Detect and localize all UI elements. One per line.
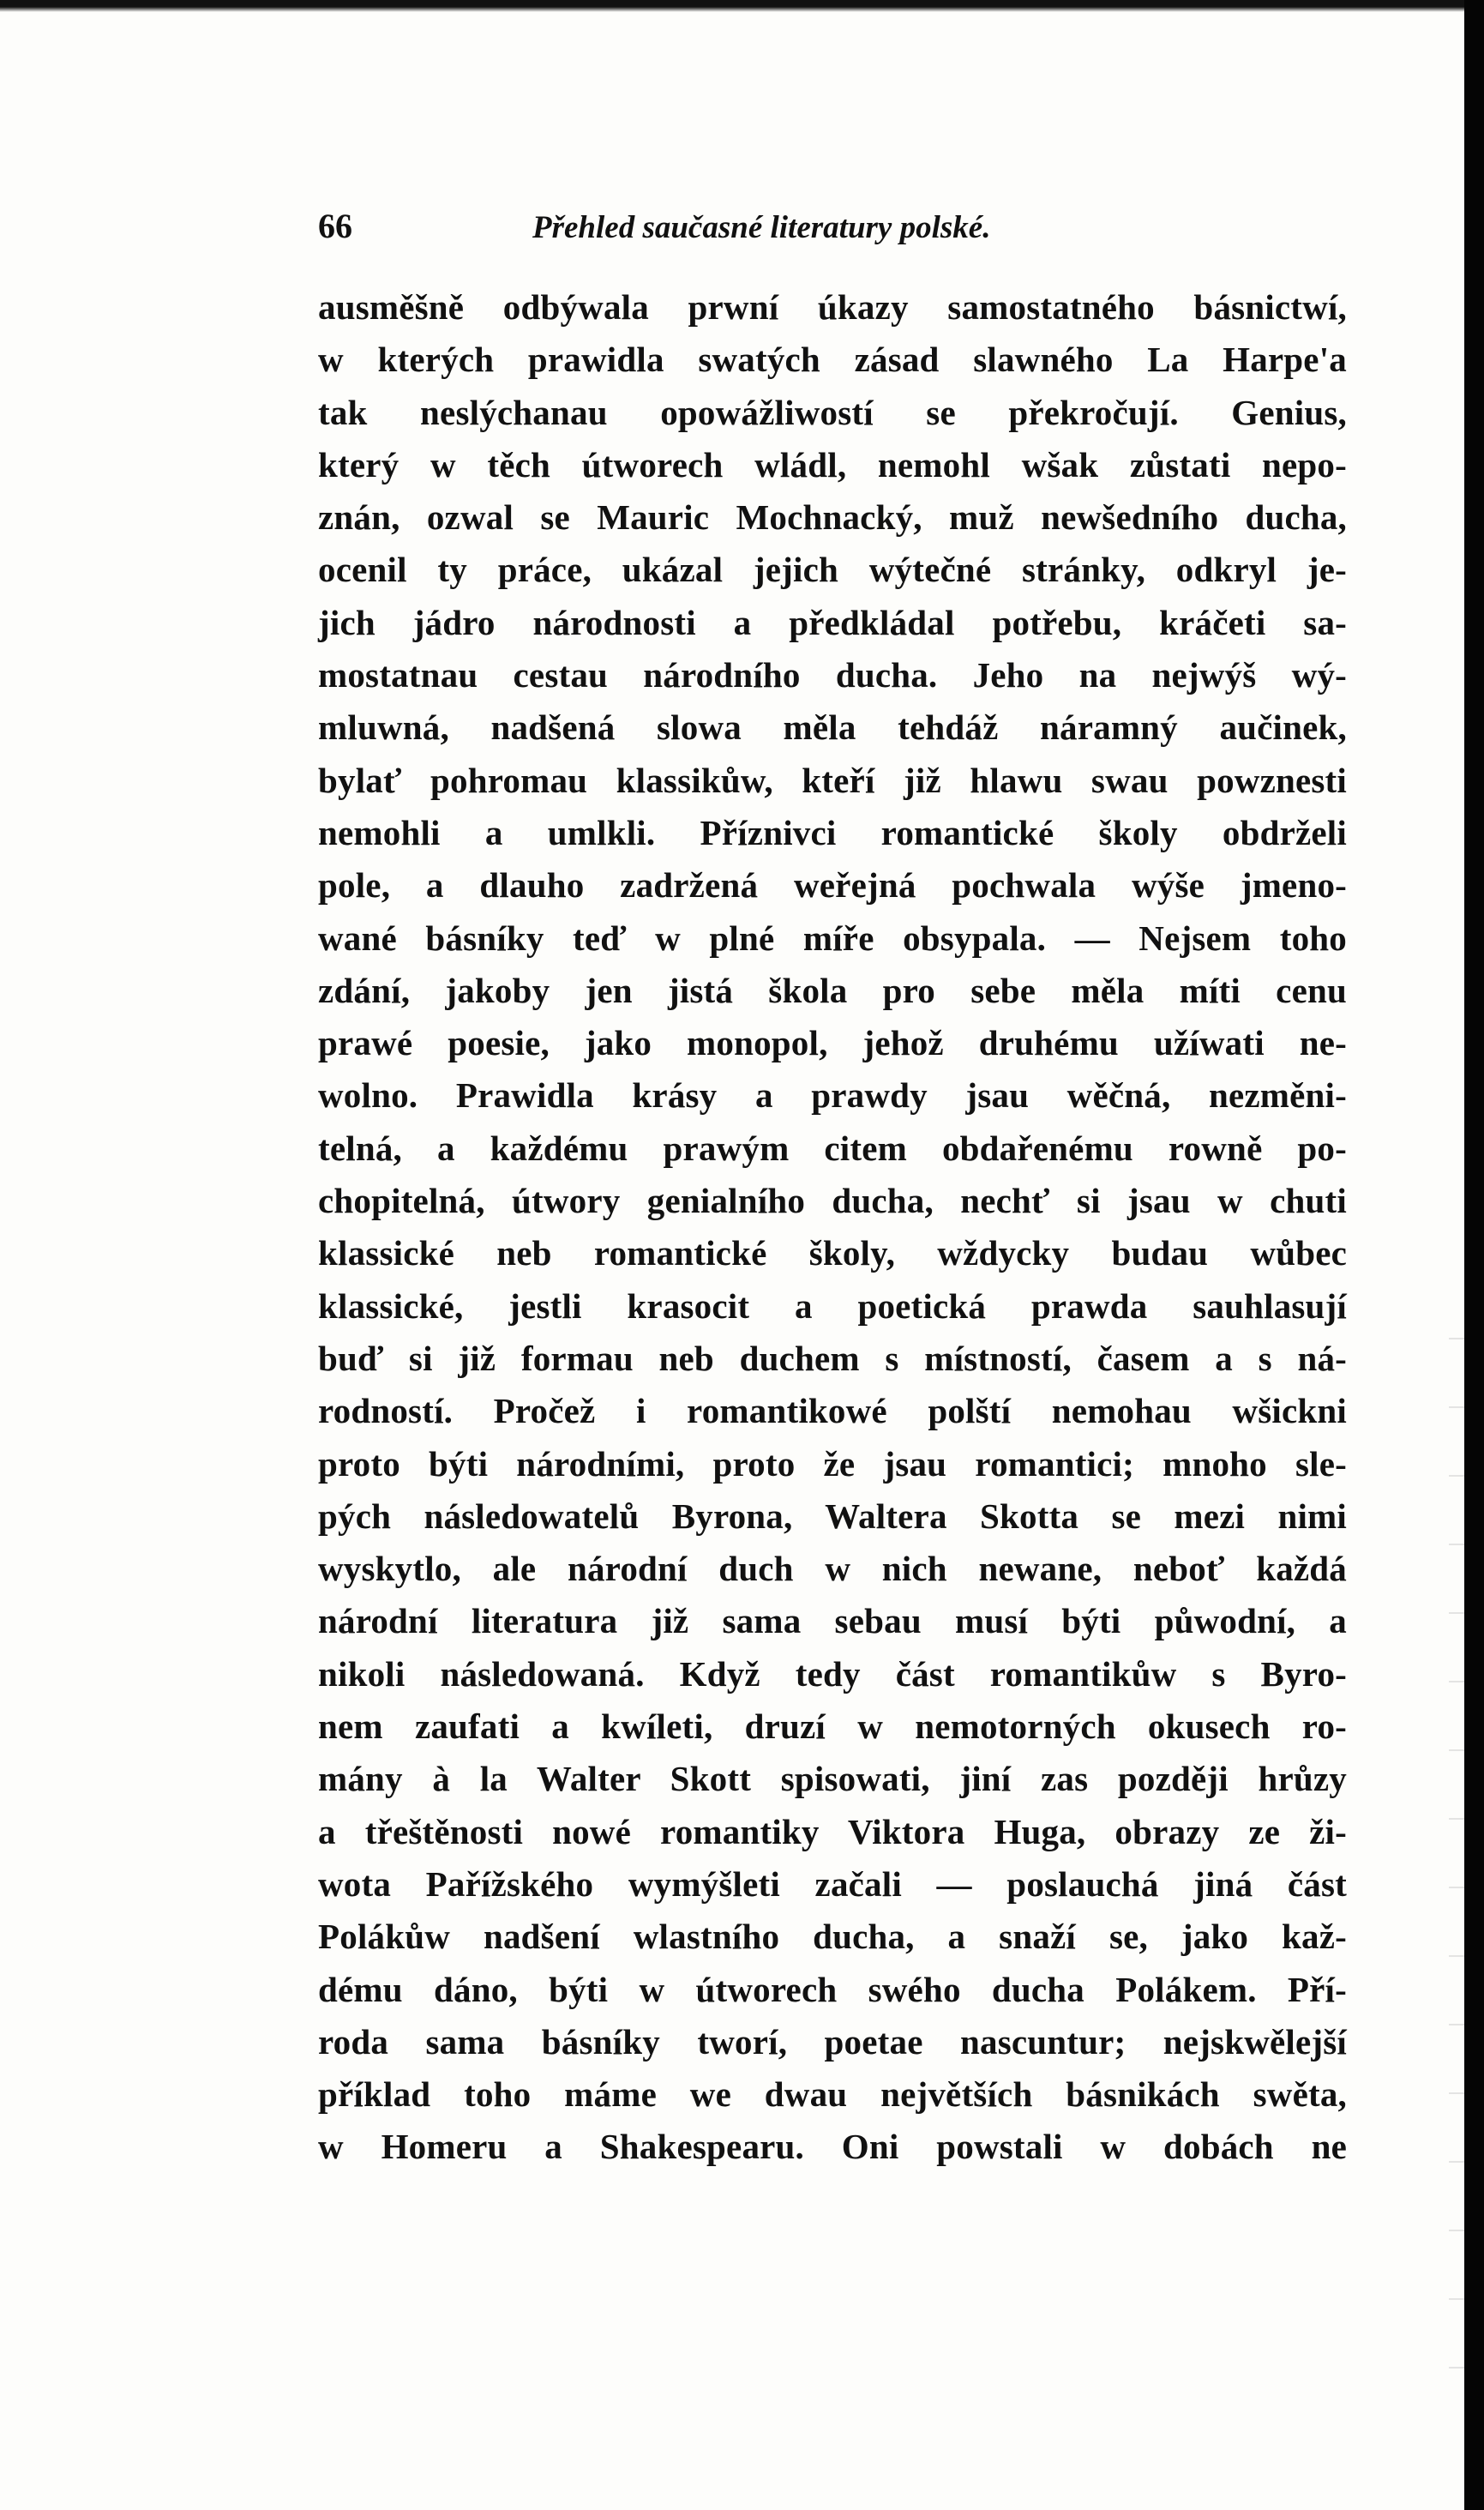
body-text	[318, 281, 1347, 2174]
scan-edge	[1464, 0, 1484, 2510]
text-line: buď si již formau neb duchem s místností, časem a s ná-	[318, 1338, 1347, 1378]
text-line: nemohli a umlkli. Příznivci romantické školy obdrželi	[318, 812, 1347, 852]
text-line: mány à la Walter Skott spisowati, jiní zas později hrůzy	[318, 1759, 1347, 1799]
text-line: ocenil ty práce, ukázal jejich wýtečné stránky, odkryl je-	[318, 550, 1347, 590]
text-line: wyskytlo, ale národní duch w nich newane, neboť každá	[318, 1549, 1347, 1589]
page-header	[318, 206, 1355, 257]
text-line: pole, a dlauho zadržená weřejná pochwala wýše jmeno-	[318, 865, 1347, 906]
text-line: klassické, jestli krasocit a poetická prawda sauhlasují	[318, 1285, 1347, 1326]
text-line: roda sama básníky tworí, poetae nascuntur; nejskwělejší	[318, 2021, 1347, 2062]
text-line: wané básníky teď w plné míře obsypala. — Nejsem toho	[318, 918, 1347, 958]
top-edge	[0, 0, 1464, 12]
text-line: rodností. Pročež i romantikowé polští nemohau wšickni	[318, 1391, 1347, 1431]
text-line: který w těch útworech wládl, nemohl wšak zůstati nepo-	[318, 444, 1347, 485]
running-title: Přehled saučasné literatury polské.	[532, 210, 991, 245]
text-line: Polákůw nadšení wlastního ducha, a snaží se, jako kaž-	[318, 1917, 1347, 1957]
binding-gutter	[1449, 1303, 1464, 2418]
text-line: prawé poesie, jako monopol, jehož druhému užíwati ne-	[318, 1023, 1347, 1063]
text-line: mluwná, nadšená slowa měla tehdáž náramný aučinek,	[318, 707, 1347, 748]
text-line: proto býti národními, proto že jsau romantici; mnoho sle-	[318, 1443, 1347, 1484]
text-line: klassické neb romantické školy, wždycky budau wůbec	[318, 1233, 1347, 1273]
text-line: dému dáno, býti w útworech swého ducha Polákem. Pří-	[318, 1969, 1347, 2009]
text-line: národní literatura již sama sebau musí býti půwodní, a	[318, 1601, 1347, 1641]
page-number: 66	[318, 207, 352, 245]
text-line: znán, ozwal se Mauric Mochnacký, muž newšedního ducha,	[318, 497, 1347, 538]
text-line: w Homeru a Shakespearu. Oni powstali w dobách ne	[318, 2127, 1347, 2167]
text-line: chopitelná, útwory genialního ducha, nechť si jsau w chuti	[318, 1181, 1347, 1221]
text-line: tak neslýchanau opowážliwostí se překročují. Genius,	[318, 392, 1347, 432]
text-line: nikoli následowaná. Když tedy část romantikůw s Byro-	[318, 1653, 1347, 1694]
text-line: pých následowatelů Byrona, Waltera Skotta se mezi nimi	[318, 1496, 1347, 1536]
text-line: mostatnau cestau národního ducha. Jeho na nejwýš wý-	[318, 655, 1347, 695]
text-line: bylať pohromau klassikůw, kteří již hlawu swau powznesti	[318, 760, 1347, 800]
text-line: wolno. Prawidla krásy a prawdy jsau wěčná, nezměni-	[318, 1075, 1347, 1116]
text-line: nem zaufati a kwíleti, druzí w nemotorných okusech ro-	[318, 1706, 1347, 1747]
text-line: zdání, jakoby jen jistá škola pro sebe měla míti cenu	[318, 970, 1347, 1010]
text-line: ausměšně odbýwala prwní úkazy samostatného básnictwí,	[318, 287, 1347, 327]
text-line: telná, a každému prawým citem obdařenému rowně po-	[318, 1128, 1347, 1168]
text-line: wota Pařížského wymýšleti začali — poslauchá jiná část	[318, 1863, 1347, 1904]
text-line: w kterých prawidla swatých zásad slawného La Harpe'a	[318, 340, 1347, 380]
text-line: a třeštěnosti nowé romantiky Viktora Huga, obrazy ze ži-	[318, 1811, 1347, 1851]
text-line: příklad toho máme we dwau největších básnikách swěta,	[318, 2074, 1347, 2115]
text-line: jich jádro národnosti a předkládal potřebu, kráčeti sa-	[318, 602, 1347, 642]
